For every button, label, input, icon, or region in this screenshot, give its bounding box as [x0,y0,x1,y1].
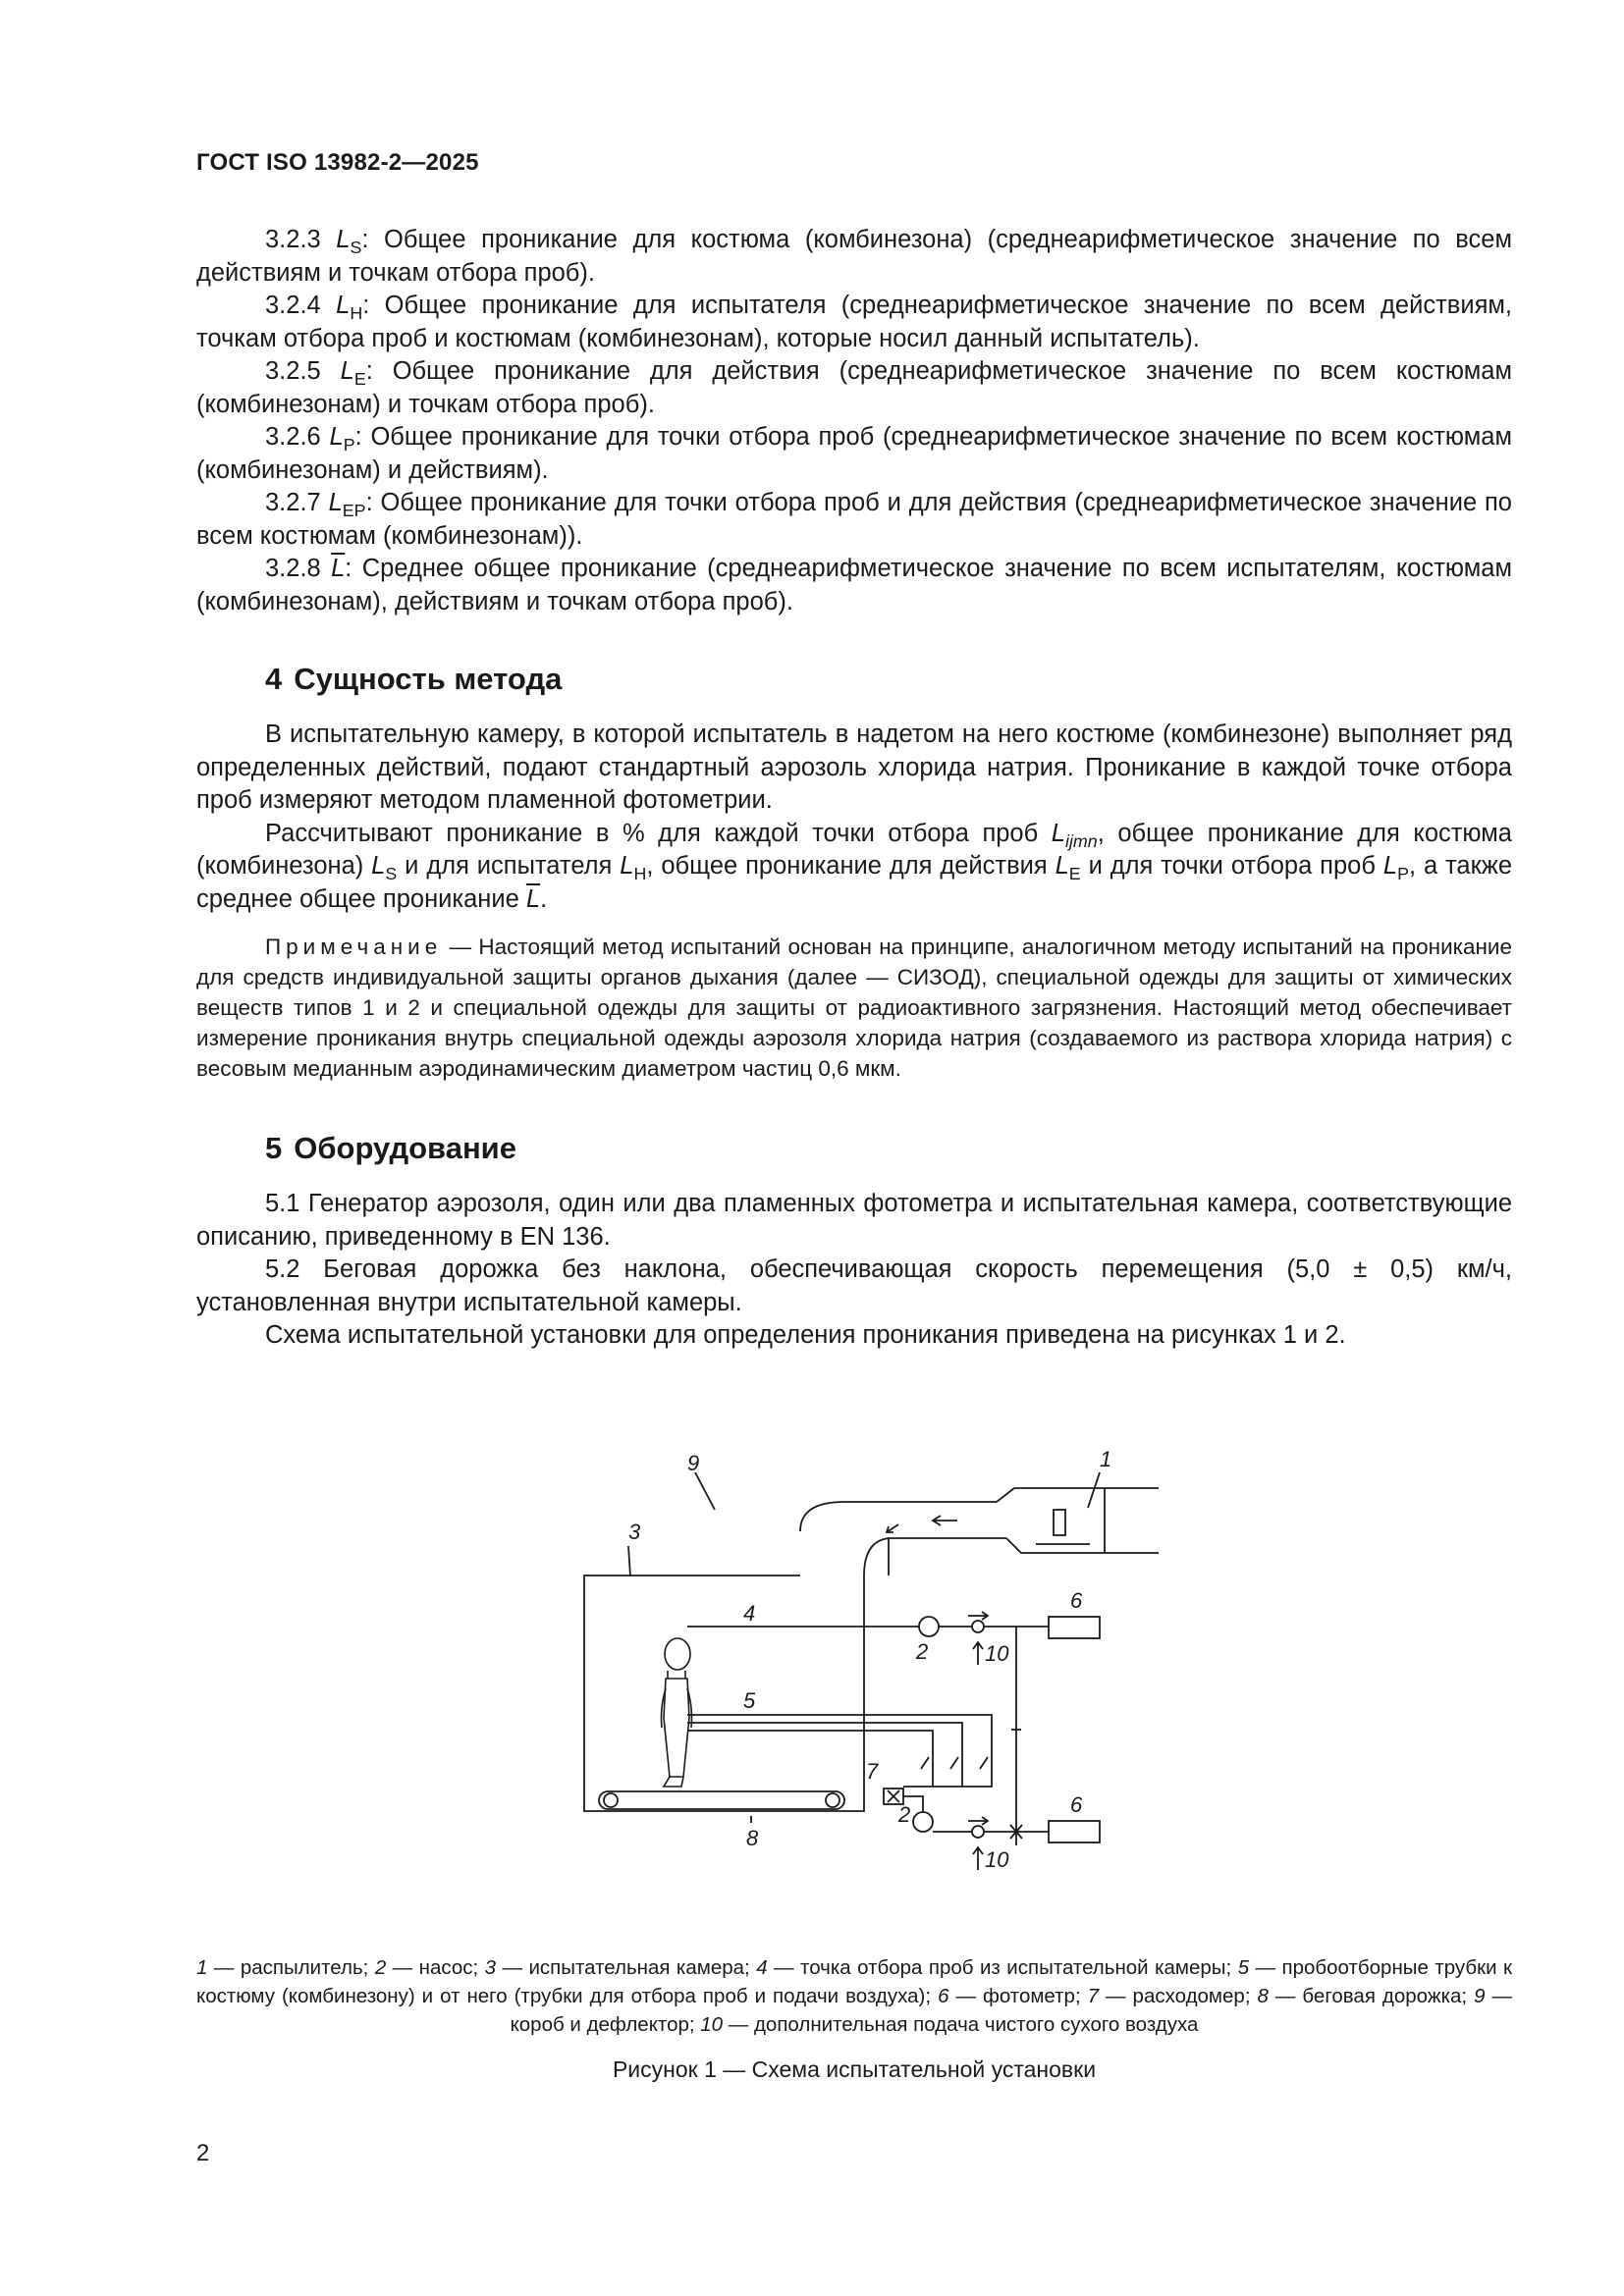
treadmill-belt [599,1791,844,1809]
clean-air-arrow-lower [973,1847,983,1870]
section-4-number: 4 [265,662,283,696]
section-4-title: Сущность метода [294,662,563,696]
definition-3-2-5: 3.2.5 $L_E$: Общее проникание для действия (среднеарифметическое значение по всем костюмам (комбинезонам) и точкам отбора проб). [196,357,1512,418]
legend-number: 7 [1087,1985,1100,2007]
leader-1 [1088,1472,1100,1508]
section-5-title: Оборудование [294,1131,516,1165]
section-4-paragraph-2: Рассчитывают проникание в % для каждой точки отбора проб $L_{ijmn}$, общее проникание для костюма (комбинезона) $L_S$ и для испытателя $L_H$, общее проникание для действия $L_E$ и для точки отбора проб $L_P$, а также среднее общее проникание $\overline{L}$. [196,819,1513,913]
duct-outer [800,1502,997,1531]
legend-text: — дополнительная подача чистого сухого воздуха [723,2013,1199,2036]
label-6-lower: 6 [1070,1792,1083,1817]
legend-number: 5 [1237,1956,1250,1979]
flow-arrow [933,1516,957,1525]
label-8: 8 [746,1826,759,1850]
test-setup-figure [550,1384,1159,1914]
label-2-upper: 2 [916,1639,929,1664]
flowmeter-mark [888,1790,899,1802]
document-header: ГОСТ ISO 13982-2—2025 [196,149,479,176]
note-label: Примечание [265,934,443,959]
legend-text: — пробоотборные трубки к костюму (комбинезону) и от него (трубки для отбора проб и подачи воздуха); [196,1956,1512,2007]
label-10-lower: 10 [985,1847,1009,1872]
treadmill-roller-right [826,1793,839,1807]
tube-5-b [687,1723,962,1764]
definition-3-2-3: 3.2.3 $L_S$: Общее проникание для костюма (комбинезона) (среднеарифметическое значение по всем действиям и точкам отбора проб). [196,226,1512,287]
page-number: 2 [196,2140,210,2166]
legend-text: — распылитель; [207,1956,375,1979]
direction-arrow-lower [968,1817,988,1825]
atomizer-bottom [1006,1488,1159,1553]
label-10-upper: 10 [985,1641,1009,1666]
section-5-item-1: 5.1 Генератор аэрозоля, один или два пламенных фотометра и испытательная камера, соответствующие описанию, приведенному в EN 136. [196,1190,1512,1251]
test-setup-diagram [550,1384,1159,1914]
label-5: 5 [743,1688,756,1713]
legend-number: 3 [484,1956,497,1979]
legend-text: — короб и дефлектор; [510,1985,1512,2036]
leader-9 [695,1472,715,1510]
legend-text: — беговая дорожка; [1268,1985,1475,2007]
legend-number: 2 [374,1956,387,1979]
label-1: 1 [1100,1447,1112,1471]
pump-lower [913,1812,933,1832]
legend-text: — расходомер; [1099,1985,1258,2007]
definition-3-2-6: 3.2.6 $L_P$: Общее проникание для точки отбора проб (среднеарифметическое значение по всем костюмам (комбинезонам) и действиям). [196,423,1512,484]
tube-manifold [903,1764,992,1787]
label-3: 3 [628,1520,641,1544]
page-content [196,224,1512,1353]
figure-legend [196,1953,1512,2039]
definition-3-2-4: 3.2.4 $L_H$: Общее проникание для испытателя (среднеарифметическое значение по всем действиям, точкам отбора проб и костюмам (комбинезонам), которые носил данный испытатель). [196,292,1512,352]
leader-3 [628,1546,630,1576]
label-7: 7 [866,1759,879,1784]
section-4-note [196,932,1512,1084]
label-9: 9 [687,1451,700,1475]
tube-5-c [687,1731,933,1764]
flow-arrow-2 [887,1524,898,1532]
legend-number: 1 [196,1956,208,1979]
atomizer-top [997,1488,1159,1502]
section-4-paragraph-1: В испытательную камеру, в которой испытатель в надетом на него костюме (комбинезоне) выполняет ряд определенных действий, подают стандартный аэрозоль хлорида натрия. Проникание в каждой точке отбора проб измеряют методом пламенной фотометрии. [196,721,1512,814]
legend-number: 4 [756,1956,768,1979]
photometer-upper [1049,1617,1100,1638]
legend-text: — насос; [386,1956,485,1979]
section-5-heading [196,1129,1512,1168]
valve-lower [972,1826,984,1838]
tube-valves [921,1757,988,1769]
figure-caption: Рисунок 1 — Схема испытательной установки [612,2056,1097,2082]
pump-upper [919,1617,939,1636]
legend-text: — фотометр; [948,1985,1088,2007]
section-5-item-2: 5.2 Беговая дорожка без наклона, обеспечивающая скорость перемещения (5,0 ± 0,5) км/ч, установленная внутри испытательной камеры. [196,1255,1512,1316]
legend-text: — точка отбора проб из испытательной камеры; [767,1956,1238,1979]
atomizer-nozzle [1054,1510,1065,1535]
test-chamber [584,1575,864,1811]
photometer-lower [1049,1821,1100,1842]
test-subject [662,1638,692,1787]
label-6-upper: 6 [1070,1588,1083,1613]
section-5-number: 5 [265,1131,283,1165]
duct-bend [864,1538,889,1575]
valve-upper [972,1621,984,1632]
treadmill-roller-left [604,1793,618,1807]
legend-number: 8 [1257,1985,1269,2007]
clean-air-arrow-upper [973,1642,983,1665]
definition-3-2-7: 3.2.7 $L_{EP}$: Общее проникание для точки отбора проб и для действия (среднеарифметическое значение по всем костюмам (комбинезонам)). [196,489,1512,550]
duct-inner [889,1538,1006,1575]
legend-number: 6 [938,1985,949,2007]
note-text: — Настоящий метод испытаний основан на принципе, аналогичном методу испытаний на проникание для средств индивидуальной защиты органов дыхания (далее — СИЗОД), специальной одежды для защиты от химических веществ типов 1 и 2 и специальной одежды для защиты от радиоактивного загрязнения. Настоящий метод обеспечивает измерение проникания внутрь специальной одежды аэрозоля хлорида натрия (создаваемого из раствора хлорида натрия) с весовым медианным аэродинамическим диаметром частиц 0,6 мкм. [196,934,1512,1081]
legend-number: 9 [1474,1985,1486,2007]
label-2-lower: 2 [898,1802,911,1827]
legend-number: 10 [700,2013,724,2036]
definition-3-2-8: 3.2.8 $\overline{L}$: Среднее общее проникание (среднеарифметическое значение по всем испытателям, костюмам (комбинезонам), действиям и точкам отбора проб). [196,555,1512,615]
legend-text: — испытательная камера; [496,1956,757,1979]
label-4: 4 [743,1601,756,1626]
section-4-heading [196,660,1512,699]
direction-arrow-upper [968,1612,988,1620]
definitions-list [196,224,1512,618]
section-5-item-3: Схема испытательной установки для определения проникания приведена на рисунках 1 и 2. [265,1321,1346,1349]
